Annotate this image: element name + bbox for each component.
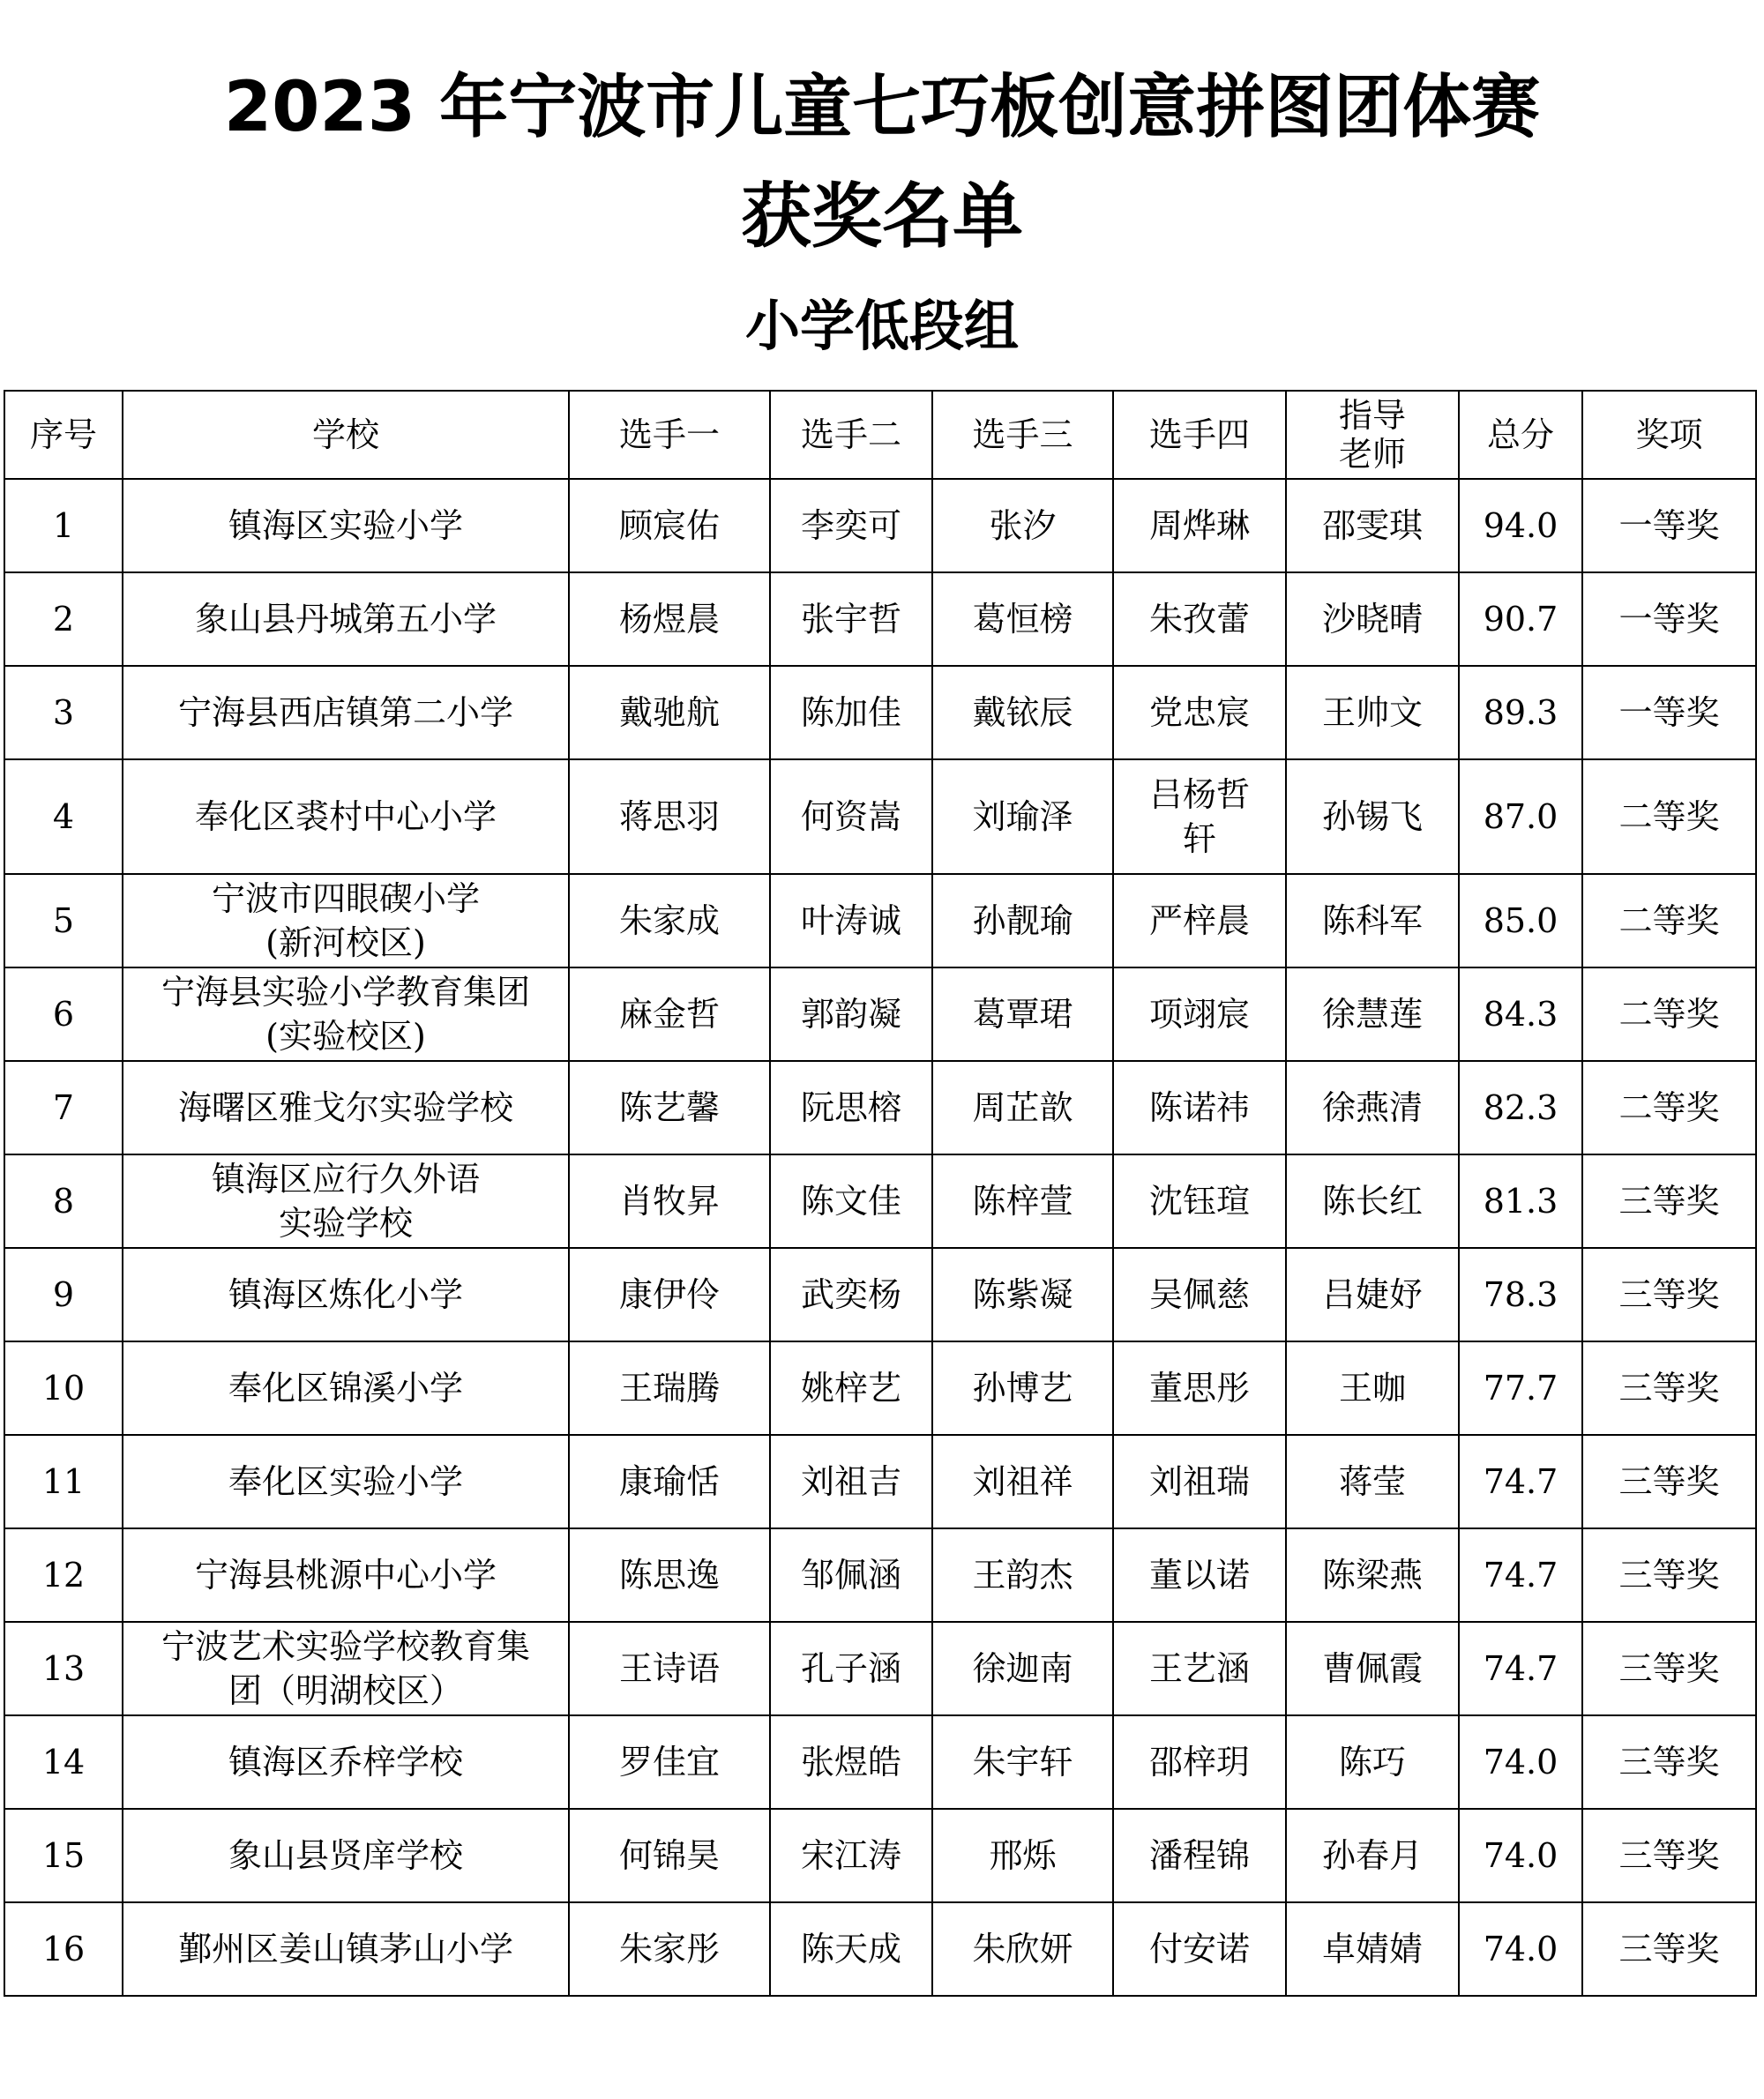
cell-award: 二等奖 <box>1582 874 1756 967</box>
cell-player-3: 陈梓萱 <box>932 1154 1113 1248</box>
cell-player-4: 陈诺祎 <box>1113 1061 1286 1154</box>
cell-total-score: 94.0 <box>1459 479 1582 572</box>
cell-award: 三等奖 <box>1582 1435 1756 1528</box>
cell-serial: 16 <box>4 1902 123 1996</box>
cell-award: 一等奖 <box>1582 479 1756 572</box>
cell-player-4: 刘祖瑞 <box>1113 1435 1286 1528</box>
cell-player-1: 朱家彤 <box>569 1902 770 1996</box>
cell-total-score: 74.0 <box>1459 1809 1582 1902</box>
cell-coach: 陈巧 <box>1286 1715 1459 1809</box>
cell-total-score: 87.0 <box>1459 759 1582 874</box>
cell-serial: 4 <box>4 759 123 874</box>
cell-player-2: 李奕可 <box>770 479 932 572</box>
cell-player-1: 朱家成 <box>569 874 770 967</box>
cell-player-2: 何资嵩 <box>770 759 932 874</box>
cell-serial: 14 <box>4 1715 123 1809</box>
cell-school: 宁波市四眼碶小学 (新河校区) <box>123 874 569 967</box>
cell-award: 三等奖 <box>1582 1809 1756 1902</box>
cell-coach: 吕婕妤 <box>1286 1248 1459 1341</box>
cell-player-4: 吴佩慈 <box>1113 1248 1286 1341</box>
cell-school: 象山县丹城第五小学 <box>123 572 569 666</box>
cell-player-3: 孙靓瑜 <box>932 874 1113 967</box>
cell-total-score: 74.0 <box>1459 1715 1582 1809</box>
table-row <box>4 1809 1756 1902</box>
cell-coach: 卓婧婧 <box>1286 1902 1459 1996</box>
cell-award: 三等奖 <box>1582 1341 1756 1435</box>
cell-award: 二等奖 <box>1582 1061 1756 1154</box>
table-row <box>4 666 1756 759</box>
cell-coach: 王帅文 <box>1286 666 1459 759</box>
cell-award: 一等奖 <box>1582 572 1756 666</box>
cell-player-3: 葛覃珺 <box>932 967 1113 1061</box>
cell-player-3: 孙博艺 <box>932 1341 1113 1435</box>
table-row <box>4 1622 1756 1715</box>
table-header-row <box>4 391 1756 479</box>
cell-player-3: 张汐 <box>932 479 1113 572</box>
cell-player-4: 项翊宸 <box>1113 967 1286 1061</box>
cell-player-4: 邵梓玥 <box>1113 1715 1286 1809</box>
cell-coach: 陈长红 <box>1286 1154 1459 1248</box>
cell-player-1: 陈艺馨 <box>569 1061 770 1154</box>
cell-award: 三等奖 <box>1582 1248 1756 1341</box>
cell-player-2: 孔子涵 <box>770 1622 932 1715</box>
cell-player-1: 肖牧昇 <box>569 1154 770 1248</box>
cell-award: 二等奖 <box>1582 759 1756 874</box>
cell-school: 鄞州区姜山镇茅山小学 <box>123 1902 569 1996</box>
cell-award: 三等奖 <box>1582 1528 1756 1622</box>
cell-player-2: 阮思榕 <box>770 1061 932 1154</box>
cell-serial: 10 <box>4 1341 123 1435</box>
cell-player-3: 邢烁 <box>932 1809 1113 1902</box>
cell-school: 镇海区应行久外语 实验学校 <box>123 1154 569 1248</box>
cell-total-score: 78.3 <box>1459 1248 1582 1341</box>
cell-school: 奉化区锦溪小学 <box>123 1341 569 1435</box>
cell-player-4: 董思彤 <box>1113 1341 1286 1435</box>
cell-coach: 沙晓晴 <box>1286 572 1459 666</box>
cell-player-2: 宋江涛 <box>770 1809 932 1902</box>
cell-serial: 2 <box>4 572 123 666</box>
cell-player-1: 王瑞腾 <box>569 1341 770 1435</box>
cell-player-4: 朱孜蕾 <box>1113 572 1286 666</box>
cell-player-1: 杨煜晨 <box>569 572 770 666</box>
cell-school: 海曙区雅戈尔实验学校 <box>123 1061 569 1154</box>
table-body <box>4 479 1756 1996</box>
cell-coach: 徐燕清 <box>1286 1061 1459 1154</box>
cell-player-3: 刘祖祥 <box>932 1435 1113 1528</box>
table-row <box>4 1715 1756 1809</box>
awards-table <box>4 390 1757 1997</box>
cell-total-score: 90.7 <box>1459 572 1582 666</box>
cell-player-2: 武奕杨 <box>770 1248 932 1341</box>
table-row <box>4 572 1756 666</box>
cell-player-4: 潘程锦 <box>1113 1809 1286 1902</box>
table-row <box>4 1435 1756 1528</box>
cell-total-score: 89.3 <box>1459 666 1582 759</box>
column-header-award: 奖项 <box>1582 391 1756 479</box>
column-header-player-4: 选手四 <box>1113 391 1286 479</box>
cell-school: 宁海县西店镇第二小学 <box>123 666 569 759</box>
table-row <box>4 1248 1756 1341</box>
cell-school: 奉化区实验小学 <box>123 1435 569 1528</box>
cell-serial: 6 <box>4 967 123 1061</box>
cell-player-2: 姚梓艺 <box>770 1341 932 1435</box>
cell-serial: 11 <box>4 1435 123 1528</box>
cell-total-score: 81.3 <box>1459 1154 1582 1248</box>
table-row <box>4 874 1756 967</box>
cell-total-score: 84.3 <box>1459 967 1582 1061</box>
cell-player-4: 付安诺 <box>1113 1902 1286 1996</box>
cell-coach: 王咖 <box>1286 1341 1459 1435</box>
table-row <box>4 1061 1756 1154</box>
cell-coach: 邵雯琪 <box>1286 479 1459 572</box>
cell-school: 宁波艺术实验学校教育集 团（明湖校区） <box>123 1622 569 1715</box>
cell-player-3: 戴铱辰 <box>932 666 1113 759</box>
cell-total-score: 74.7 <box>1459 1435 1582 1528</box>
cell-player-2: 张宇哲 <box>770 572 932 666</box>
cell-serial: 12 <box>4 1528 123 1622</box>
cell-player-2: 张煜皓 <box>770 1715 932 1809</box>
table-row <box>4 759 1756 874</box>
cell-player-4: 吕杨哲 轩 <box>1113 759 1286 874</box>
cell-player-3: 刘瑜泽 <box>932 759 1113 874</box>
table-row <box>4 967 1756 1061</box>
group-heading: 小学低段组 <box>744 294 1019 358</box>
cell-player-4: 董以诺 <box>1113 1528 1286 1622</box>
cell-player-3: 王韵杰 <box>932 1528 1113 1622</box>
cell-player-3: 朱欣妍 <box>932 1902 1113 1996</box>
column-header-player-2: 选手二 <box>770 391 932 479</box>
cell-award: 三等奖 <box>1582 1154 1756 1248</box>
cell-player-4: 王艺涵 <box>1113 1622 1286 1715</box>
column-header-total-score: 总分 <box>1459 391 1582 479</box>
cell-player-2: 陈加佳 <box>770 666 932 759</box>
cell-school: 象山县贤庠学校 <box>123 1809 569 1902</box>
cell-player-1: 陈思逸 <box>569 1528 770 1622</box>
cell-player-3: 周芷歆 <box>932 1061 1113 1154</box>
cell-player-1: 何锦昊 <box>569 1809 770 1902</box>
cell-serial: 15 <box>4 1809 123 1902</box>
cell-coach: 曹佩霞 <box>1286 1622 1459 1715</box>
column-header-player-3: 选手三 <box>932 391 1113 479</box>
table-row <box>4 1902 1756 1996</box>
cell-player-1: 王诗语 <box>569 1622 770 1715</box>
table-row <box>4 1341 1756 1435</box>
cell-serial: 5 <box>4 874 123 967</box>
cell-coach: 陈科军 <box>1286 874 1459 967</box>
cell-player-2: 邹佩涵 <box>770 1528 932 1622</box>
cell-school: 宁海县桃源中心小学 <box>123 1528 569 1622</box>
cell-player-4: 沈钰瑄 <box>1113 1154 1286 1248</box>
cell-player-3: 陈紫凝 <box>932 1248 1113 1341</box>
cell-total-score: 82.3 <box>1459 1061 1582 1154</box>
cell-school: 镇海区乔梓学校 <box>123 1715 569 1809</box>
cell-award: 三等奖 <box>1582 1902 1756 1996</box>
cell-player-1: 顾宸佑 <box>569 479 770 572</box>
cell-serial: 7 <box>4 1061 123 1154</box>
cell-school: 镇海区炼化小学 <box>123 1248 569 1341</box>
cell-school: 镇海区实验小学 <box>123 479 569 572</box>
cell-player-2: 陈文佳 <box>770 1154 932 1248</box>
cell-school: 奉化区裘村中心小学 <box>123 759 569 874</box>
cell-player-4: 党忠宸 <box>1113 666 1286 759</box>
cell-player-1: 康伊伶 <box>569 1248 770 1341</box>
cell-player-2: 叶涛诚 <box>770 874 932 967</box>
column-header-player-1: 选手一 <box>569 391 770 479</box>
cell-coach: 孙锡飞 <box>1286 759 1459 874</box>
cell-award: 二等奖 <box>1582 967 1756 1061</box>
cell-serial: 3 <box>4 666 123 759</box>
cell-player-2: 刘祖吉 <box>770 1435 932 1528</box>
cell-player-1: 戴驰航 <box>569 666 770 759</box>
cell-award: 三等奖 <box>1582 1715 1756 1809</box>
cell-coach: 蒋莹 <box>1286 1435 1459 1528</box>
cell-player-4: 严梓晨 <box>1113 874 1286 967</box>
table-row <box>4 1528 1756 1622</box>
cell-player-1: 罗佳宜 <box>569 1715 770 1809</box>
cell-award: 一等奖 <box>1582 666 1756 759</box>
cell-player-3: 徐迦南 <box>932 1622 1113 1715</box>
cell-serial: 9 <box>4 1248 123 1341</box>
cell-player-3: 朱宇轩 <box>932 1715 1113 1809</box>
cell-coach: 孙春月 <box>1286 1809 1459 1902</box>
cell-serial: 1 <box>4 479 123 572</box>
cell-school: 宁海县实验小学教育集团 (实验校区) <box>123 967 569 1061</box>
cell-coach: 徐慧莲 <box>1286 967 1459 1061</box>
table-row <box>4 1154 1756 1248</box>
cell-coach: 陈梁燕 <box>1286 1528 1459 1622</box>
cell-total-score: 74.0 <box>1459 1902 1582 1996</box>
cell-total-score: 74.7 <box>1459 1528 1582 1622</box>
cell-player-1: 蒋思羽 <box>569 759 770 874</box>
cell-award: 三等奖 <box>1582 1622 1756 1715</box>
column-header-school: 学校 <box>123 391 569 479</box>
cell-serial: 13 <box>4 1622 123 1715</box>
cell-player-2: 郭韵凝 <box>770 967 932 1061</box>
table-row <box>4 479 1756 572</box>
cell-total-score: 74.7 <box>1459 1622 1582 1715</box>
page-title: 2023 年宁波市儿童七巧板创意拼图团体赛 <box>223 68 1541 147</box>
column-header-serial: 序号 <box>4 391 123 479</box>
cell-player-1: 麻金哲 <box>569 967 770 1061</box>
cell-total-score: 85.0 <box>1459 874 1582 967</box>
cell-serial: 8 <box>4 1154 123 1248</box>
cell-player-3: 葛恒榜 <box>932 572 1113 666</box>
page-subtitle: 获奖名单 <box>741 176 1023 258</box>
cell-player-2: 陈天成 <box>770 1902 932 1996</box>
column-header-coach: 指导 老师 <box>1286 391 1459 479</box>
cell-total-score: 77.7 <box>1459 1341 1582 1435</box>
cell-player-4: 周烨琳 <box>1113 479 1286 572</box>
cell-player-1: 康瑜恬 <box>569 1435 770 1528</box>
